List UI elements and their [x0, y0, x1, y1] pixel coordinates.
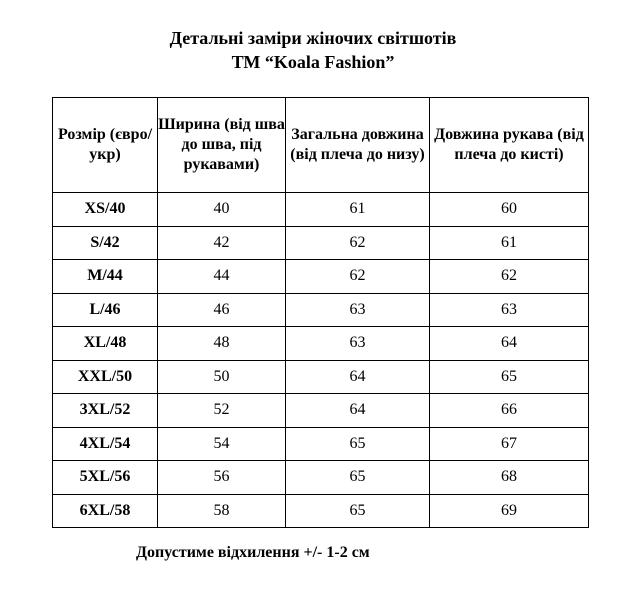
- cell-width: 42: [158, 226, 286, 260]
- table-row: [53, 293, 589, 327]
- cell-total-length: 63: [286, 327, 430, 361]
- cell-sleeve-length: 61: [430, 226, 589, 260]
- header-width: Ширина (від шва до шва, під рукавами): [158, 98, 286, 193]
- table-row: [53, 360, 589, 394]
- table-row: [53, 494, 589, 528]
- cell-total-length: 62: [286, 260, 430, 294]
- cell-total-length: 64: [286, 394, 430, 428]
- cell-width: 52: [158, 394, 286, 428]
- table-row: [53, 193, 589, 227]
- cell-sleeve-length: 69: [430, 494, 589, 528]
- cell-width: 40: [158, 193, 286, 227]
- cell-size: 3XL/52: [53, 394, 158, 428]
- size-chart-table: [52, 97, 589, 528]
- cell-sleeve-length: 67: [430, 427, 589, 461]
- cell-width: 48: [158, 327, 286, 361]
- cell-width: 46: [158, 293, 286, 327]
- cell-sleeve-length: 65: [430, 360, 589, 394]
- cell-size: 4XL/54: [53, 427, 158, 461]
- cell-size: M/44: [53, 260, 158, 294]
- cell-total-length: 65: [286, 494, 430, 528]
- table-row: [53, 260, 589, 294]
- cell-total-length: 63: [286, 293, 430, 327]
- table-row: [53, 394, 589, 428]
- cell-size: L/46: [53, 293, 158, 327]
- cell-sleeve-length: 68: [430, 461, 589, 495]
- cell-width: 58: [158, 494, 286, 528]
- cell-width: 44: [158, 260, 286, 294]
- brand-subtitle: ТМ “Koala Fashion”: [231, 52, 395, 72]
- cell-size: XL/48: [53, 327, 158, 361]
- cell-size: 6XL/58: [53, 494, 158, 528]
- cell-size: XXL/50: [53, 360, 158, 394]
- cell-total-length: 64: [286, 360, 430, 394]
- cell-sleeve-length: 66: [430, 394, 589, 428]
- cell-total-length: 62: [286, 226, 430, 260]
- cell-width: 56: [158, 461, 286, 495]
- table-row: [53, 226, 589, 260]
- cell-total-length: 61: [286, 193, 430, 227]
- cell-width: 54: [158, 427, 286, 461]
- table-row: [53, 427, 589, 461]
- page-title: Детальні заміри жіночих світшотів: [169, 28, 457, 48]
- cell-sleeve-length: 60: [430, 193, 589, 227]
- header-total-length: Загальна довжина (від плеча до низу): [286, 98, 430, 193]
- cell-size: XS/40: [53, 193, 158, 227]
- cell-size: S/42: [53, 226, 158, 260]
- header-size: Розмір (євро/укр): [53, 98, 158, 193]
- cell-sleeve-length: 63: [430, 293, 589, 327]
- cell-total-length: 65: [286, 461, 430, 495]
- cell-sleeve-length: 64: [430, 327, 589, 361]
- table-row: [53, 461, 589, 495]
- header-sleeve-length: Довжина рукава (від плеча до кисті): [430, 98, 589, 193]
- tolerance-note: Допустиме відхилення +/- 1-2 см: [136, 544, 370, 561]
- cell-total-length: 65: [286, 427, 430, 461]
- table-row: [53, 327, 589, 361]
- cell-sleeve-length: 62: [430, 260, 589, 294]
- cell-width: 50: [158, 360, 286, 394]
- cell-size: 5XL/56: [53, 461, 158, 495]
- table-header-row: [53, 98, 589, 193]
